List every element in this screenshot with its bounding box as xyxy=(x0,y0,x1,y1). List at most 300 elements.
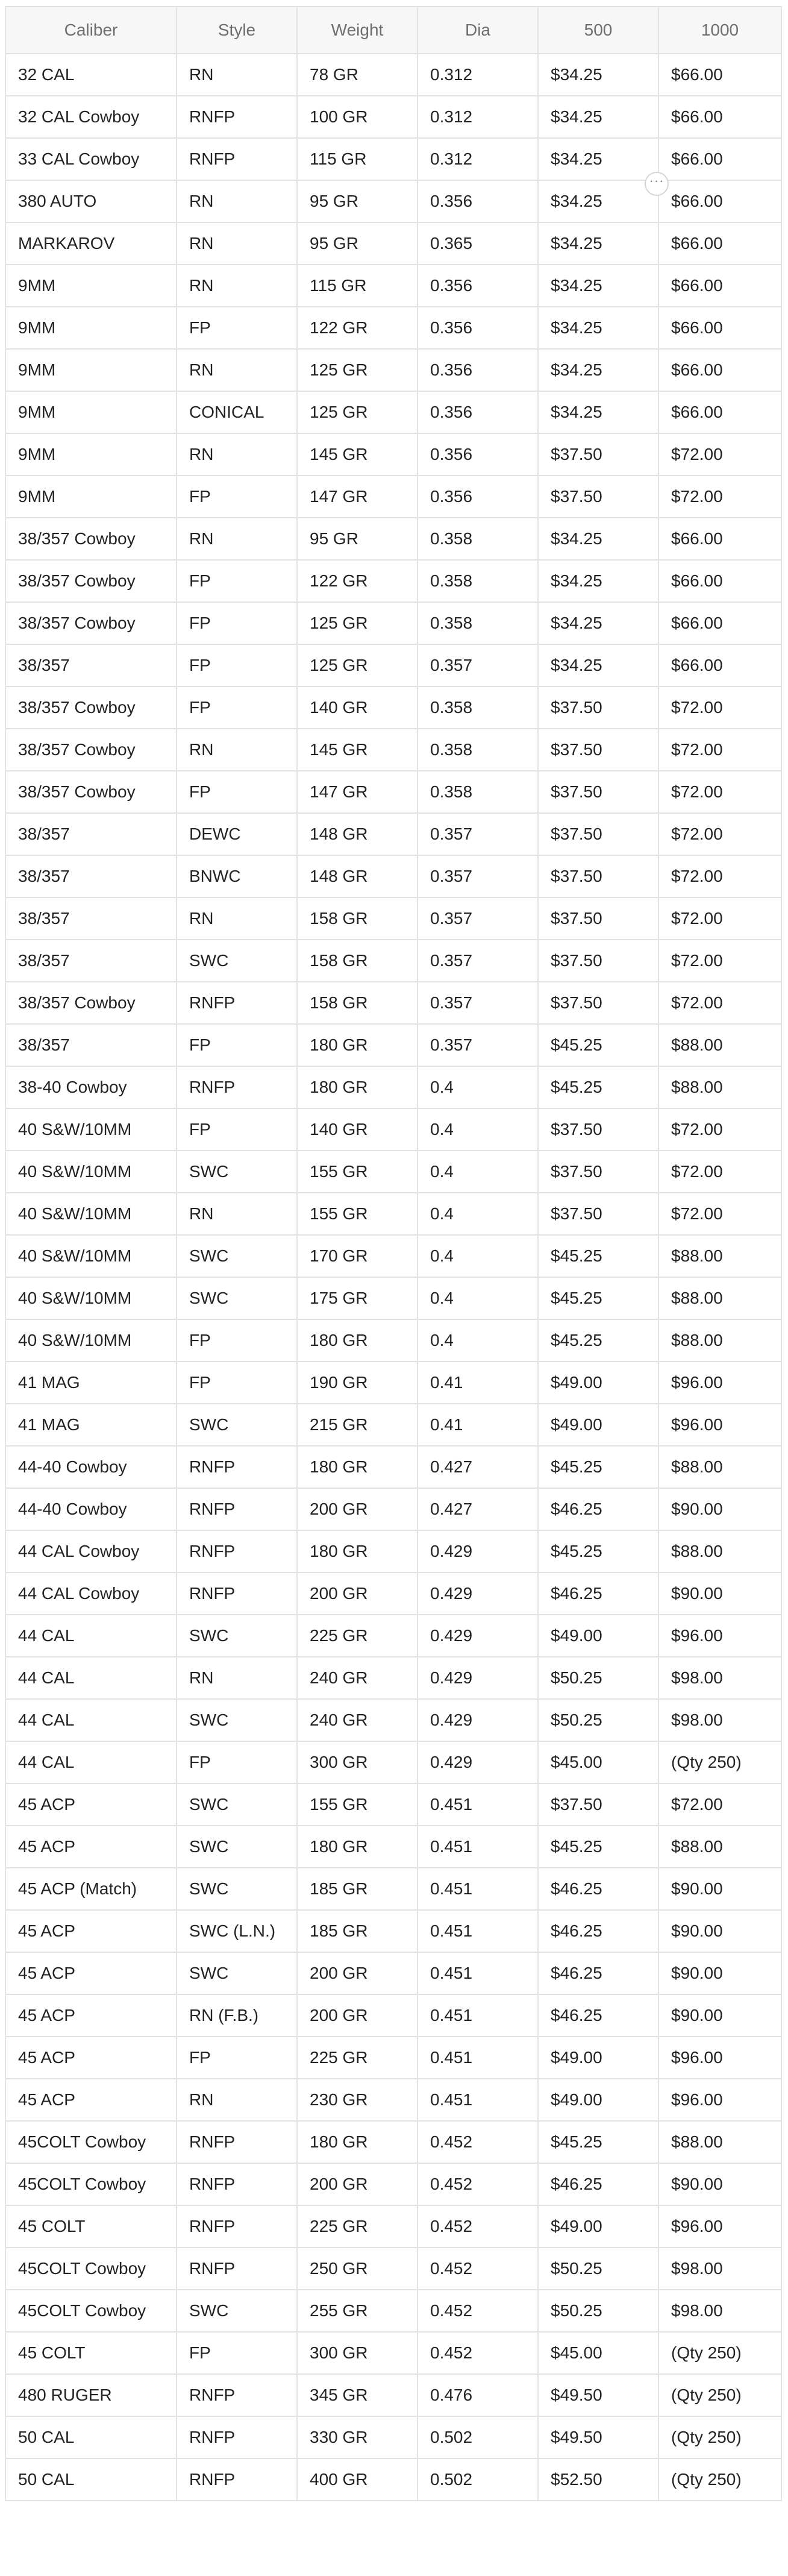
dia-cell: 0.357 xyxy=(417,855,538,897)
dia-cell: 0.356 xyxy=(417,433,538,476)
weight-cell: 230 GR xyxy=(297,2079,417,2121)
caliber-cell: 38/357 xyxy=(5,897,177,940)
weight-cell: 400 GR xyxy=(297,2458,417,2501)
dia-cell: 0.357 xyxy=(417,813,538,855)
caliber-cell: 32 CAL xyxy=(5,54,177,96)
price-500-cell: $37.50 xyxy=(538,433,658,476)
dia-cell: 0.4 xyxy=(417,1319,538,1362)
price-1000-cell: $98.00 xyxy=(658,1699,781,1741)
dia-cell: 0.429 xyxy=(417,1572,538,1615)
style-cell: RN xyxy=(177,54,297,96)
caliber-cell: 44-40 Cowboy xyxy=(5,1488,177,1530)
table-row xyxy=(5,2416,781,2458)
style-cell: FP xyxy=(177,686,297,729)
caliber-cell: 38/357 xyxy=(5,855,177,897)
style-cell: RNFP xyxy=(177,2248,297,2290)
price-1000-cell: $66.00 xyxy=(658,307,781,349)
price-1000-cell: $66.00 xyxy=(658,138,781,180)
table-row xyxy=(5,2163,781,2205)
table-row xyxy=(5,686,781,729)
caliber-cell: 40 S&W/10MM xyxy=(5,1235,177,1277)
price-500-cell: $45.25 xyxy=(538,2121,658,2163)
price-1000-cell: $72.00 xyxy=(658,897,781,940)
price-1000-cell: $66.00 xyxy=(658,391,781,433)
caliber-cell: 45COLT Cowboy xyxy=(5,2248,177,2290)
weight-cell: 215 GR xyxy=(297,1404,417,1446)
price-500-cell: $50.25 xyxy=(538,2290,658,2332)
style-cell: FP xyxy=(177,644,297,686)
price-500-cell: $34.25 xyxy=(538,54,658,96)
caliber-cell: 44 CAL xyxy=(5,1699,177,1741)
caliber-cell: 40 S&W/10MM xyxy=(5,1319,177,1362)
column-header-weight[interactable]: Weight xyxy=(297,7,417,54)
table-row xyxy=(5,518,781,560)
caliber-cell: 45 ACP xyxy=(5,2037,177,2079)
caliber-cell: 9MM xyxy=(5,391,177,433)
price-1000-cell: $66.00 xyxy=(658,96,781,138)
caliber-cell: 380 AUTO xyxy=(5,180,177,222)
price-500-cell: $45.25 xyxy=(538,1826,658,1868)
dia-cell: 0.356 xyxy=(417,307,538,349)
dia-cell: 0.452 xyxy=(417,2290,538,2332)
style-cell: SWC xyxy=(177,1952,297,1994)
style-cell: FP xyxy=(177,2037,297,2079)
price-1000-cell: $72.00 xyxy=(658,433,781,476)
table-row xyxy=(5,96,781,138)
weight-cell: 140 GR xyxy=(297,1108,417,1151)
table-row xyxy=(5,2079,781,2121)
weight-cell: 200 GR xyxy=(297,1994,417,2037)
style-cell: FP xyxy=(177,476,297,518)
price-500-cell: $34.25 xyxy=(538,560,658,602)
dia-cell: 0.358 xyxy=(417,729,538,771)
weight-cell: 185 GR xyxy=(297,1910,417,1952)
dia-cell: 0.429 xyxy=(417,1530,538,1572)
price-500-cell: $45.25 xyxy=(538,1446,658,1488)
weight-cell: 200 GR xyxy=(297,1952,417,1994)
price-500-cell: $34.25 xyxy=(538,391,658,433)
price-500-cell: $46.25 xyxy=(538,1910,658,1952)
weight-cell: 330 GR xyxy=(297,2416,417,2458)
price-1000-cell: $96.00 xyxy=(658,1404,781,1446)
caliber-cell: 45COLT Cowboy xyxy=(5,2121,177,2163)
table-row xyxy=(5,729,781,771)
style-cell: RNFP xyxy=(177,2374,297,2416)
price-500-cell: $50.25 xyxy=(538,1657,658,1699)
style-cell: FP xyxy=(177,1362,297,1404)
dia-cell: 0.356 xyxy=(417,391,538,433)
style-cell: RN xyxy=(177,1193,297,1235)
style-cell: FP xyxy=(177,602,297,644)
style-cell: RNFP xyxy=(177,1066,297,1108)
style-cell: RNFP xyxy=(177,1530,297,1572)
caliber-cell: 38/357 Cowboy xyxy=(5,518,177,560)
price-500-cell: $37.50 xyxy=(538,729,658,771)
weight-cell: 255 GR xyxy=(297,2290,417,2332)
table-row xyxy=(5,1024,781,1066)
caliber-cell: 38/357 Cowboy xyxy=(5,729,177,771)
style-cell: SWC xyxy=(177,1404,297,1446)
weight-cell: 300 GR xyxy=(297,2332,417,2374)
caliber-cell: 45 COLT xyxy=(5,2332,177,2374)
style-cell: RNFP xyxy=(177,2163,297,2205)
price-500-cell: $34.25 xyxy=(538,180,658,222)
dia-cell: 0.476 xyxy=(417,2374,538,2416)
table-row xyxy=(5,1151,781,1193)
dia-cell: 0.451 xyxy=(417,1783,538,1826)
style-cell: FP xyxy=(177,1108,297,1151)
dia-cell: 0.451 xyxy=(417,1826,538,1868)
table-row xyxy=(5,476,781,518)
dia-cell: 0.452 xyxy=(417,2121,538,2163)
dia-cell: 0.358 xyxy=(417,518,538,560)
table-row xyxy=(5,433,781,476)
price-1000-cell: $66.00 xyxy=(658,265,781,307)
price-500-cell: $34.25 xyxy=(538,222,658,265)
caliber-cell: 45 ACP (Match) xyxy=(5,1868,177,1910)
price-1000-cell: $72.00 xyxy=(658,771,781,813)
dia-cell: 0.451 xyxy=(417,2037,538,2079)
style-cell: FP xyxy=(177,771,297,813)
weight-cell: 225 GR xyxy=(297,2037,417,2079)
price-500-cell: $34.25 xyxy=(538,96,658,138)
style-cell: FP xyxy=(177,1741,297,1783)
caliber-cell: 45 ACP xyxy=(5,1783,177,1826)
weight-cell: 180 GR xyxy=(297,1066,417,1108)
caliber-cell: 45 ACP xyxy=(5,1952,177,1994)
dia-cell: 0.356 xyxy=(417,180,538,222)
price-1000-cell: $98.00 xyxy=(658,1657,781,1699)
weight-cell: 147 GR xyxy=(297,476,417,518)
caliber-cell: 38/357 xyxy=(5,1024,177,1066)
price-1000-cell: $88.00 xyxy=(658,1446,781,1488)
style-cell: RN xyxy=(177,1657,297,1699)
price-1000-cell: $66.00 xyxy=(658,644,781,686)
style-cell: SWC xyxy=(177,1277,297,1319)
table-header xyxy=(5,7,781,54)
table-row xyxy=(5,2121,781,2163)
style-cell: SWC xyxy=(177,1699,297,1741)
price-1000-cell: $72.00 xyxy=(658,1783,781,1826)
table-row xyxy=(5,2374,781,2416)
row-menu-button[interactable] xyxy=(645,172,669,196)
style-cell: RNFP xyxy=(177,1572,297,1615)
dia-cell: 0.358 xyxy=(417,771,538,813)
price-1000-cell: $66.00 xyxy=(658,518,781,560)
dia-cell: 0.429 xyxy=(417,1615,538,1657)
dia-cell: 0.4 xyxy=(417,1277,538,1319)
price-500-cell: $45.25 xyxy=(538,1066,658,1108)
price-500-cell: $34.25 xyxy=(538,602,658,644)
price-500-cell: $37.50 xyxy=(538,686,658,729)
price-500-cell: $46.25 xyxy=(538,1994,658,2037)
weight-cell: 180 GR xyxy=(297,1319,417,1362)
style-cell: FP xyxy=(177,1319,297,1362)
style-cell: SWC xyxy=(177,1826,297,1868)
weight-cell: 190 GR xyxy=(297,1362,417,1404)
dia-cell: 0.452 xyxy=(417,2205,538,2248)
price-1000-cell: (Qty 250) xyxy=(658,1741,781,1783)
price-1000-cell: $88.00 xyxy=(658,2121,781,2163)
weight-cell: 180 GR xyxy=(297,1530,417,1572)
price-500-cell: $45.25 xyxy=(538,1319,658,1362)
caliber-cell: 41 MAG xyxy=(5,1404,177,1446)
caliber-cell: 480 RUGER xyxy=(5,2374,177,2416)
table-row xyxy=(5,307,781,349)
table-row xyxy=(5,940,781,982)
dia-cell: 0.451 xyxy=(417,2079,538,2121)
table-row xyxy=(5,265,781,307)
style-cell: RN xyxy=(177,349,297,391)
weight-cell: 155 GR xyxy=(297,1783,417,1826)
price-1000-cell: $66.00 xyxy=(658,349,781,391)
style-cell: RNFP xyxy=(177,982,297,1024)
dia-cell: 0.502 xyxy=(417,2458,538,2501)
weight-cell: 148 GR xyxy=(297,813,417,855)
table-row xyxy=(5,391,781,433)
style-cell: RNFP xyxy=(177,2458,297,2501)
table-row xyxy=(5,982,781,1024)
caliber-cell: 38/357 Cowboy xyxy=(5,686,177,729)
price-1000-cell: $96.00 xyxy=(658,1362,781,1404)
style-cell: RN (F.B.) xyxy=(177,1994,297,2037)
price-1000-cell: $88.00 xyxy=(658,1826,781,1868)
caliber-cell: 45 ACP xyxy=(5,1994,177,2037)
price-500-cell: $37.50 xyxy=(538,982,658,1024)
caliber-cell: 44 CAL xyxy=(5,1741,177,1783)
dia-cell: 0.41 xyxy=(417,1362,538,1404)
price-500-cell: $49.50 xyxy=(538,2416,658,2458)
column-header-dia[interactable]: Dia xyxy=(417,7,538,54)
more-horizontal-icon: ··· xyxy=(649,173,664,188)
weight-cell: 180 GR xyxy=(297,1446,417,1488)
table-row xyxy=(5,1741,781,1783)
table-row xyxy=(5,2037,781,2079)
style-cell: FP xyxy=(177,1024,297,1066)
style-cell: SWC xyxy=(177,1868,297,1910)
weight-cell: 200 GR xyxy=(297,1488,417,1530)
price-1000-cell: $90.00 xyxy=(658,1488,781,1530)
price-500-cell: $46.25 xyxy=(538,2163,658,2205)
price-500-cell: $34.25 xyxy=(538,265,658,307)
dia-cell: 0.427 xyxy=(417,1446,538,1488)
dia-cell: 0.4 xyxy=(417,1151,538,1193)
price-1000-cell: $90.00 xyxy=(658,1910,781,1952)
price-1000-cell: $66.00 xyxy=(658,560,781,602)
weight-cell: 78 GR xyxy=(297,54,417,96)
style-cell: SWC (L.N.) xyxy=(177,1910,297,1952)
price-500-cell: $37.50 xyxy=(538,476,658,518)
price-1000-cell: $88.00 xyxy=(658,1024,781,1066)
caliber-cell: 38/357 Cowboy xyxy=(5,602,177,644)
style-cell: RNFP xyxy=(177,2205,297,2248)
table-row xyxy=(5,1783,781,1826)
weight-cell: 125 GR xyxy=(297,602,417,644)
table-row xyxy=(5,138,781,180)
weight-cell: 95 GR xyxy=(297,222,417,265)
price-500-cell: $34.25 xyxy=(538,349,658,391)
column-header-style[interactable]: Style xyxy=(177,7,297,54)
price-500-cell: $49.50 xyxy=(538,2374,658,2416)
table-row xyxy=(5,1108,781,1151)
caliber-cell: 38/357 Cowboy xyxy=(5,771,177,813)
price-500-cell: $37.50 xyxy=(538,940,658,982)
price-1000-cell: $88.00 xyxy=(658,1066,781,1108)
dia-cell: 0.451 xyxy=(417,1994,538,2037)
style-cell: FP xyxy=(177,307,297,349)
caliber-cell: 45COLT Cowboy xyxy=(5,2163,177,2205)
price-table xyxy=(5,6,782,2501)
price-1000-cell: $72.00 xyxy=(658,686,781,729)
price-1000-cell: $72.00 xyxy=(658,855,781,897)
price-1000-cell: $66.00 xyxy=(658,54,781,96)
price-500-cell: $46.25 xyxy=(538,1868,658,1910)
style-cell: SWC xyxy=(177,1235,297,1277)
weight-cell: 250 GR xyxy=(297,2248,417,2290)
table-row xyxy=(5,222,781,265)
dia-cell: 0.356 xyxy=(417,349,538,391)
price-1000-cell: $96.00 xyxy=(658,2205,781,2248)
dia-cell: 0.312 xyxy=(417,96,538,138)
table-row xyxy=(5,560,781,602)
dia-cell: 0.502 xyxy=(417,2416,538,2458)
style-cell: SWC xyxy=(177,1615,297,1657)
style-cell: RN xyxy=(177,729,297,771)
dia-cell: 0.358 xyxy=(417,560,538,602)
dia-cell: 0.4 xyxy=(417,1193,538,1235)
column-header-caliber[interactable]: Caliber xyxy=(5,7,177,54)
price-500-cell: $49.00 xyxy=(538,1615,658,1657)
weight-cell: 300 GR xyxy=(297,1741,417,1783)
column-header-1000[interactable]: 1000 xyxy=(658,7,781,54)
table-row xyxy=(5,1362,781,1404)
price-1000-cell: $96.00 xyxy=(658,2037,781,2079)
weight-cell: 180 GR xyxy=(297,1024,417,1066)
column-header-500[interactable]: 500 xyxy=(538,7,658,54)
dia-cell: 0.358 xyxy=(417,686,538,729)
style-cell: CONICAL xyxy=(177,391,297,433)
table-row xyxy=(5,1657,781,1699)
weight-cell: 145 GR xyxy=(297,729,417,771)
table-row xyxy=(5,349,781,391)
weight-cell: 155 GR xyxy=(297,1193,417,1235)
caliber-cell: 44 CAL xyxy=(5,1615,177,1657)
weight-cell: 100 GR xyxy=(297,96,417,138)
style-cell: SWC xyxy=(177,940,297,982)
weight-cell: 158 GR xyxy=(297,897,417,940)
price-500-cell: $49.00 xyxy=(538,1362,658,1404)
weight-cell: 148 GR xyxy=(297,855,417,897)
price-1000-cell: $88.00 xyxy=(658,1319,781,1362)
price-1000-cell: (Qty 250) xyxy=(658,2416,781,2458)
dia-cell: 0.356 xyxy=(417,476,538,518)
table-row xyxy=(5,813,781,855)
weight-cell: 140 GR xyxy=(297,686,417,729)
price-1000-cell: $90.00 xyxy=(658,2163,781,2205)
caliber-cell: 40 S&W/10MM xyxy=(5,1193,177,1235)
caliber-cell: 40 S&W/10MM xyxy=(5,1108,177,1151)
table-row xyxy=(5,1277,781,1319)
dia-cell: 0.451 xyxy=(417,1910,538,1952)
table-row xyxy=(5,771,781,813)
table-row xyxy=(5,2332,781,2374)
weight-cell: 115 GR xyxy=(297,265,417,307)
caliber-cell: 33 CAL Cowboy xyxy=(5,138,177,180)
price-500-cell: $46.25 xyxy=(538,1572,658,1615)
price-1000-cell: $66.00 xyxy=(658,180,781,222)
table-row xyxy=(5,1952,781,1994)
price-500-cell: $46.25 xyxy=(538,1488,658,1530)
caliber-cell: 38/357 xyxy=(5,940,177,982)
weight-cell: 200 GR xyxy=(297,1572,417,1615)
style-cell: RNFP xyxy=(177,2416,297,2458)
style-cell: RN xyxy=(177,2079,297,2121)
price-500-cell: $37.50 xyxy=(538,897,658,940)
weight-cell: 95 GR xyxy=(297,518,417,560)
weight-cell: 175 GR xyxy=(297,1277,417,1319)
weight-cell: 240 GR xyxy=(297,1657,417,1699)
price-500-cell: $46.25 xyxy=(538,1952,658,1994)
price-1000-cell: $98.00 xyxy=(658,2290,781,2332)
price-1000-cell: $90.00 xyxy=(658,1572,781,1615)
price-1000-cell: (Qty 250) xyxy=(658,2458,781,2501)
price-1000-cell: $90.00 xyxy=(658,1868,781,1910)
price-1000-cell: $72.00 xyxy=(658,940,781,982)
style-cell: RN xyxy=(177,222,297,265)
table-row xyxy=(5,2248,781,2290)
table-row xyxy=(5,2458,781,2501)
weight-cell: 125 GR xyxy=(297,644,417,686)
weight-cell: 147 GR xyxy=(297,771,417,813)
dia-cell: 0.4 xyxy=(417,1066,538,1108)
caliber-cell: 38/357 Cowboy xyxy=(5,982,177,1024)
style-cell: RN xyxy=(177,265,297,307)
caliber-cell: 44 CAL Cowboy xyxy=(5,1572,177,1615)
caliber-cell: 44-40 Cowboy xyxy=(5,1446,177,1488)
style-cell: DEWC xyxy=(177,813,297,855)
price-1000-cell: $72.00 xyxy=(658,982,781,1024)
caliber-cell: MARKAROV xyxy=(5,222,177,265)
style-cell: RNFP xyxy=(177,1488,297,1530)
table-row xyxy=(5,1446,781,1488)
caliber-cell: 45 ACP xyxy=(5,1910,177,1952)
caliber-cell: 45 COLT xyxy=(5,2205,177,2248)
table-row xyxy=(5,1319,781,1362)
price-500-cell: $49.00 xyxy=(538,1404,658,1446)
weight-cell: 200 GR xyxy=(297,2163,417,2205)
weight-cell: 225 GR xyxy=(297,2205,417,2248)
price-500-cell: $34.25 xyxy=(538,518,658,560)
caliber-cell: 40 S&W/10MM xyxy=(5,1277,177,1319)
caliber-cell: 9MM xyxy=(5,476,177,518)
table-row xyxy=(5,1699,781,1741)
caliber-cell: 38/357 Cowboy xyxy=(5,560,177,602)
caliber-cell: 41 MAG xyxy=(5,1362,177,1404)
dia-cell: 0.312 xyxy=(417,138,538,180)
header-row xyxy=(5,7,781,54)
dia-cell: 0.357 xyxy=(417,644,538,686)
style-cell: RNFP xyxy=(177,138,297,180)
dia-cell: 0.4 xyxy=(417,1235,538,1277)
price-500-cell: $45.00 xyxy=(538,2332,658,2374)
dia-cell: 0.356 xyxy=(417,265,538,307)
dia-cell: 0.358 xyxy=(417,602,538,644)
price-1000-cell: (Qty 250) xyxy=(658,2332,781,2374)
style-cell: SWC xyxy=(177,1783,297,1826)
caliber-cell: 9MM xyxy=(5,433,177,476)
weight-cell: 158 GR xyxy=(297,940,417,982)
dia-cell: 0.452 xyxy=(417,2163,538,2205)
